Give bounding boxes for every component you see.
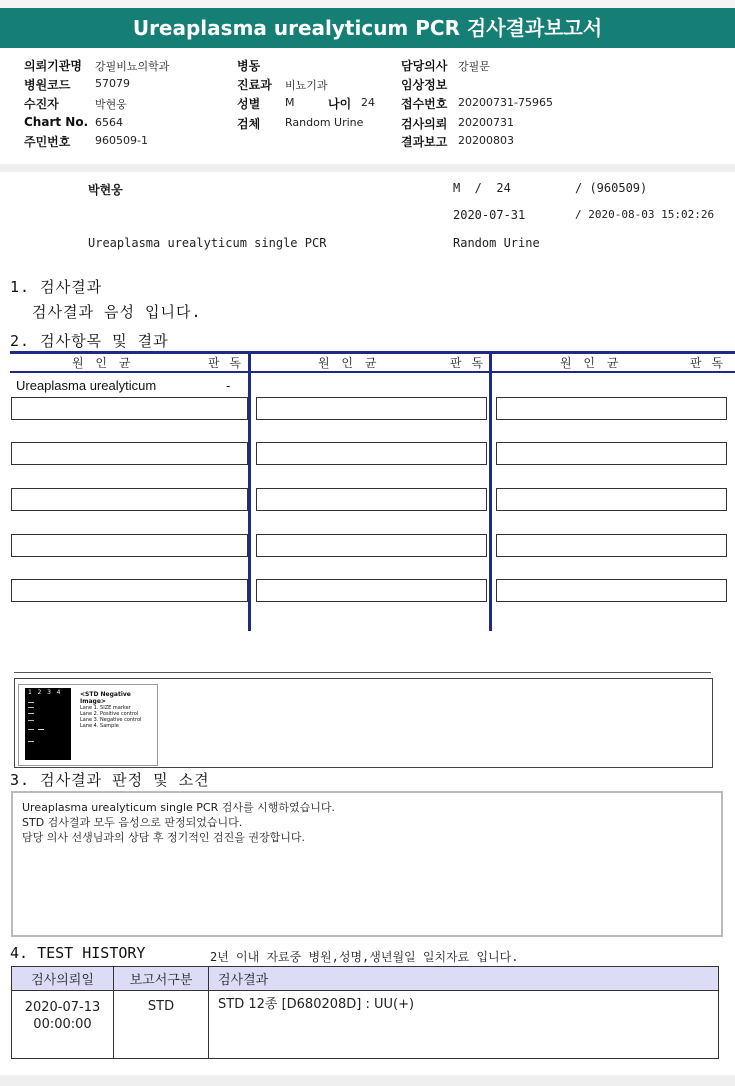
info-label: 주민번호: [24, 135, 71, 149]
info-value: 20200731: [458, 116, 514, 129]
history-row: [12, 991, 719, 1059]
section-1-title: 1. 검사결과: [10, 278, 103, 296]
section-4-title: 4. TEST HISTORY: [10, 944, 146, 962]
patient-name: 박현웅: [88, 183, 123, 197]
patient-id: / (960509): [575, 181, 648, 195]
info-label: 검사의뢰: [401, 117, 448, 131]
info-label: 성별: [237, 97, 261, 111]
gel-band: [38, 729, 44, 730]
info-value: Random Urine: [285, 116, 364, 129]
history-header: 보고서구분: [114, 967, 209, 991]
result-slot: [496, 488, 727, 511]
history-date: 2020-07-13: [24, 1000, 101, 1015]
comment-line: Ureaplasma urealyticum single PCR 검사를 시행하였습니다.: [22, 801, 335, 814]
result-summary: 검사결과 음성 입니다.: [32, 303, 202, 321]
result-slot: [496, 397, 727, 420]
result-slot: [496, 442, 727, 465]
gel-legend: Lane 1. SIZE marker: [80, 705, 131, 711]
bottom-band: [0, 1075, 735, 1086]
gel-band: [28, 741, 34, 742]
history-note: 2년 이내 자료중 병원,성명,생년월일 일치자료 입니다.: [210, 950, 519, 964]
report-title: Ureaplasma urealyticum PCR 검사결과보고서: [0, 8, 735, 48]
info-value: M: [285, 96, 295, 109]
result-slot: [11, 442, 248, 465]
info-value: 20200803: [458, 134, 514, 147]
history-header: 검사결과: [209, 967, 719, 991]
separator-band: [0, 164, 735, 172]
column-divider: [248, 351, 251, 631]
header-pathogen: 원 인 균: [318, 356, 377, 370]
info-label: 병원코드: [24, 78, 71, 92]
pathogen-result: -: [226, 378, 231, 393]
result-slot: [256, 534, 487, 557]
gel-legend: Lane 3. Negative control: [80, 717, 142, 723]
gel-image: [18, 684, 158, 766]
header-judge: 판 독: [208, 356, 241, 370]
reported-date: / 2020-08-03 15:02:26: [575, 208, 715, 221]
info-label: 임상정보: [401, 78, 448, 92]
pathogen-name: Ureaplasma urealyticum: [16, 378, 157, 393]
history-header-row: [12, 967, 719, 991]
info-value: 6564: [95, 116, 123, 129]
info-label: 담당의사: [401, 59, 448, 73]
image-top-rule: [14, 672, 711, 673]
result-slot: [11, 579, 248, 602]
patient-sex-age: M / 24: [453, 181, 511, 195]
history-table: [11, 966, 719, 1059]
info-area: [0, 48, 735, 166]
test-name: Ureaplasma urealyticum single PCR: [88, 236, 327, 250]
comment-line: STD 검사결과 모두 음성으로 판정되었습니다.: [22, 816, 243, 829]
section-3-title: 3. 검사결과 판정 및 소견: [10, 771, 210, 789]
info-label: 병동: [237, 59, 261, 73]
result-slot: [256, 397, 487, 420]
history-time: 00:00:00: [33, 1017, 92, 1032]
info-label: 진료과: [237, 78, 272, 92]
history-type: STD: [114, 991, 209, 1059]
comment-line: 담당 의사 선생님과의 상담 후 정기적인 검진을 권장합니다.: [22, 831, 305, 844]
info-value: 강필문: [458, 60, 490, 73]
column-divider: [489, 351, 492, 631]
info-value: 960509-1: [95, 134, 148, 147]
gel-band: [28, 729, 34, 730]
info-label: Chart No.: [24, 115, 89, 129]
result-slot: [11, 488, 248, 511]
info-label: 검체: [237, 117, 261, 131]
info-value: 57079: [95, 77, 130, 90]
info-value: 박현웅: [95, 98, 127, 111]
result-slot: [496, 579, 727, 602]
header-pathogen: 원 인 균: [72, 356, 131, 370]
gel-band: [28, 713, 34, 714]
age-label: 나이: [328, 97, 352, 111]
gel-band: [28, 707, 34, 708]
received-date: 2020-07-31: [453, 208, 526, 222]
gel-legend: Lane 2. Positive control: [80, 711, 139, 717]
gel-legend: Lane 4. Sample: [80, 723, 119, 729]
info-label: 결과보고: [401, 135, 448, 149]
info-label: 수진자: [24, 97, 59, 111]
specimen: Random Urine: [453, 236, 540, 250]
gel-picture: [25, 688, 71, 760]
header-judge: 판 독: [690, 356, 723, 370]
header-judge: 판 독: [450, 356, 483, 370]
gel-band: [28, 720, 34, 721]
info-label: 접수번호: [401, 97, 448, 111]
result-slot: [256, 579, 487, 602]
result-slot: [256, 442, 487, 465]
section-2-title: 2. 검사항목 및 결과: [10, 332, 169, 350]
info-value: 비뇨기과: [285, 79, 328, 92]
gel-band: [28, 702, 34, 703]
info-label: 의뢰기관명: [24, 59, 82, 73]
top-strip: [0, 0, 735, 8]
header-pathogen: 원 인 균: [560, 356, 619, 370]
table-header-line: [10, 371, 735, 373]
history-header: 검사의뢰일: [12, 967, 114, 991]
result-slot: [496, 534, 727, 557]
info-value: 20200731-75965: [458, 96, 553, 109]
result-slot: [11, 397, 248, 420]
comment-box: [11, 791, 723, 937]
age-value: 24: [361, 96, 375, 109]
result-slot: [11, 534, 248, 557]
info-value: 강필비뇨의학과: [95, 60, 170, 73]
gel-lane-numbers: 1 2 3 4: [28, 689, 61, 696]
gel-title: <STD Negative Image>: [80, 691, 131, 705]
history-result: STD 12종 [D680208D] : UU(+): [209, 991, 719, 1059]
history-date-cell: [12, 991, 114, 1059]
result-slot: [256, 488, 487, 511]
